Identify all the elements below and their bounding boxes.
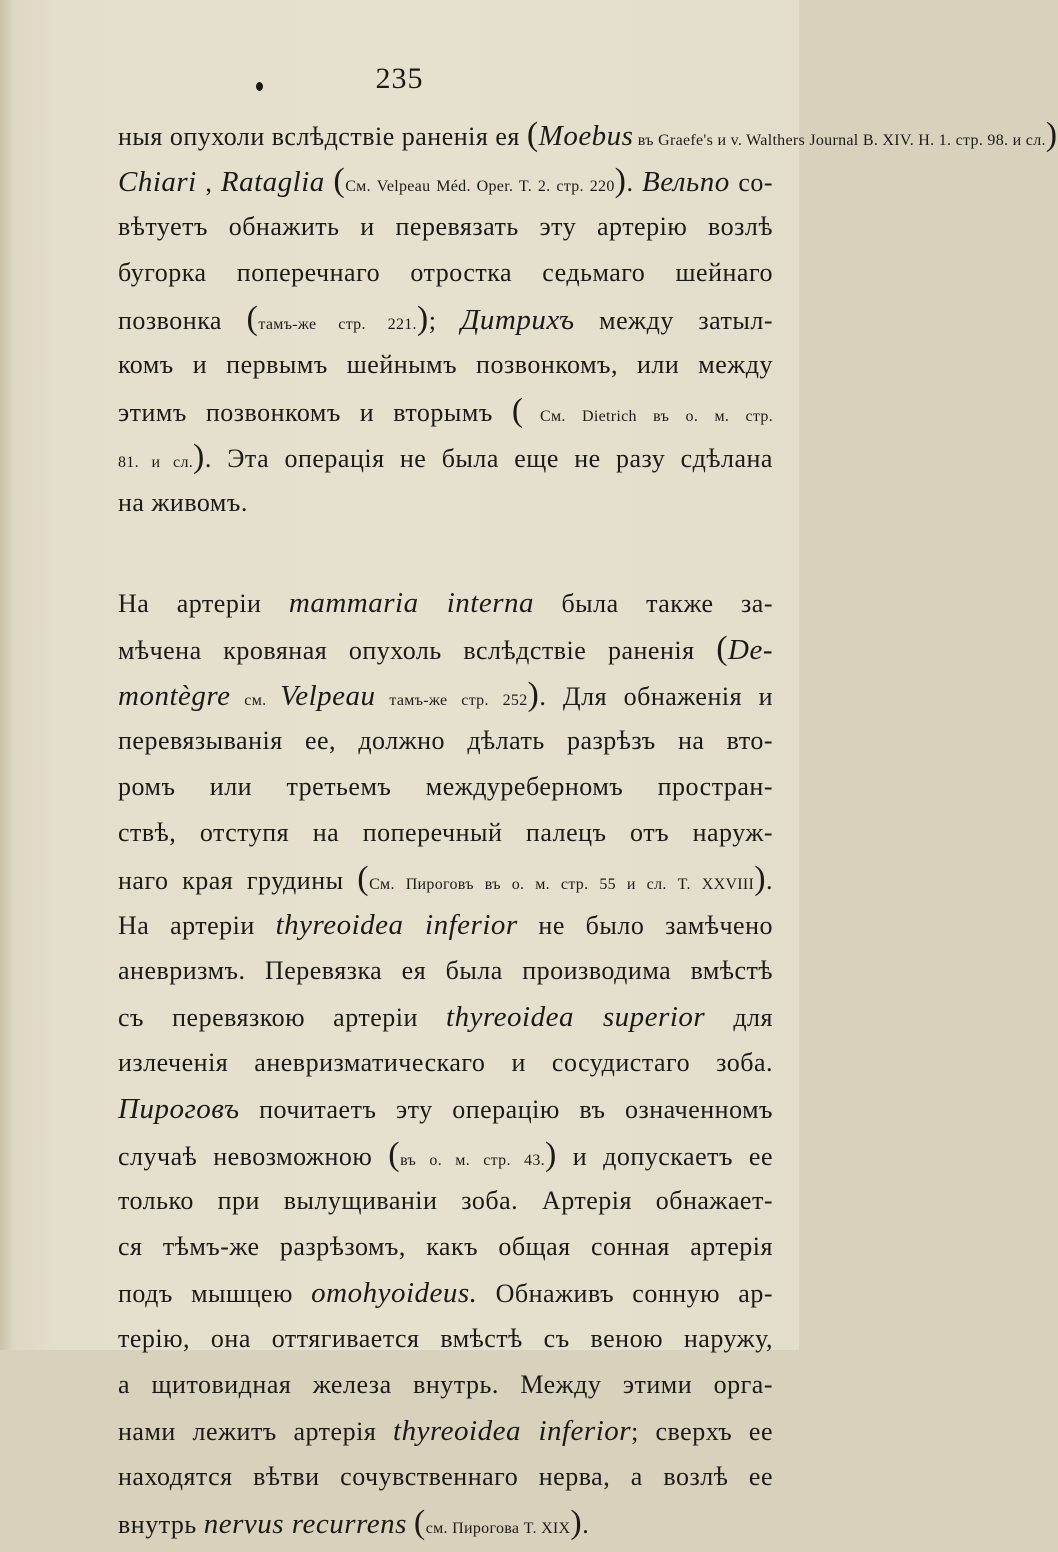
text-line — [118, 902, 773, 948]
text-line — [118, 672, 773, 718]
bracket: ( — [511, 392, 524, 429]
text-run: подъ мышцею — [118, 1279, 312, 1308]
text-run: на живомъ. — [118, 488, 248, 517]
bracket: ) — [527, 676, 540, 713]
text-line — [118, 1178, 773, 1224]
text-line — [118, 994, 773, 1040]
text-line — [118, 112, 1058, 158]
text-run: терію, она оттягивается вмѣстѣ съ веною наружу, — [118, 1324, 773, 1353]
text-line — [118, 1408, 773, 1454]
italic-term: Velpeau — [280, 680, 376, 712]
paragraph-gap — [118, 526, 773, 580]
text-run: только при вылущиваніи зоба. Артерія обнажает- — [118, 1186, 773, 1215]
bracket: ) — [754, 860, 767, 897]
citation-text: см. — [230, 692, 281, 709]
italic-term: Ratagliа — [220, 166, 325, 198]
text-run: , — [196, 168, 221, 197]
citation-text: см. Пирогова T. XIX — [425, 1520, 571, 1537]
ink-dot — [256, 82, 263, 91]
text-line — [118, 296, 773, 342]
page-number: 235 — [375, 62, 424, 95]
text-line — [118, 434, 773, 480]
citation-text: См. Dietrich въ о. м. стр. — [523, 408, 773, 425]
text-run: ; сверхъ ее — [631, 1417, 773, 1446]
text-run: наго края грудины — [118, 866, 358, 895]
text-line — [118, 388, 773, 434]
text-run: . — [766, 866, 774, 895]
text-line — [118, 342, 773, 388]
italic-term: Вельпо — [642, 166, 730, 198]
bracket: ( — [333, 162, 346, 199]
text-run: нами лежитъ артерія — [118, 1417, 394, 1446]
italic-term: Moebus — [538, 120, 634, 152]
paragraph-1 — [118, 112, 1058, 526]
text-run: а щитовидная железа внутрь. Между этими орга- — [118, 1370, 773, 1399]
text-run: комъ и первымъ шейнымъ позвонкомъ, или между — [118, 350, 773, 379]
bracket: ( — [388, 1136, 401, 1173]
text-line — [118, 1086, 773, 1132]
bracket: ) — [614, 162, 627, 199]
italic-term: Дитрихъ — [460, 304, 575, 336]
italic-term: De- — [728, 634, 773, 666]
text-run: съ перевязкою артеріи — [118, 1003, 447, 1032]
text-line — [118, 856, 773, 902]
bracket: ( — [246, 300, 259, 337]
text-run: находятся вѣтви сочувственнаго нерва, а возлѣ ее — [118, 1462, 773, 1491]
citation-text: См. Velpeau Méd. Oper. T. 2. стр. 220 — [345, 178, 615, 195]
text-run: между затыл- — [574, 306, 774, 335]
text-run: со- — [729, 168, 774, 197]
text-run: ; — [428, 306, 461, 335]
text-line — [118, 810, 773, 856]
italic-term: thyreoidea inferior — [393, 1415, 632, 1447]
italic-term: omohyoideus. — [311, 1277, 478, 1309]
text-run: позвонка — [118, 306, 247, 335]
bracket: ( — [413, 1504, 426, 1541]
text-run: ствѣ, отступя на поперечный палецъ отъ наруж- — [118, 818, 773, 847]
italic-term: Пироговъ — [118, 1093, 240, 1125]
text-line — [118, 1132, 773, 1178]
body-text — [118, 112, 1058, 1546]
text-run: и допускаетъ ее — [556, 1142, 773, 1171]
italic-term: montègre — [118, 680, 231, 712]
text-run: На артеріи — [118, 911, 276, 940]
text-run: была также за- — [534, 589, 773, 618]
paragraph-2 — [118, 580, 773, 1546]
citation-text: тамъ-же стр. 252 — [375, 692, 528, 709]
text-run: Обнаживъ сонную ар- — [477, 1279, 773, 1308]
text-run: излеченія аневризматическаго и сосудистаго зоба. — [118, 1048, 773, 1077]
bracket: ) — [193, 438, 205, 475]
text-run: аневризмъ. Перевязка ея была производима вмѣстѣ — [118, 956, 773, 985]
italic-term: Chiari — [118, 166, 197, 198]
text-run: почитаетъ эту операцію въ означенномъ — [239, 1095, 773, 1124]
citation-text: 81. и сл. — [118, 454, 194, 471]
text-run: случаѣ невозможною — [118, 1142, 389, 1171]
bracket: ( — [716, 630, 729, 667]
text-line — [118, 480, 773, 526]
italic-term: thyreoidea superior — [446, 1001, 706, 1033]
bracket: ) — [416, 300, 429, 337]
text-line — [118, 204, 773, 250]
text-run: На артеріи — [118, 589, 289, 618]
text-line — [118, 626, 773, 672]
text-line — [118, 1224, 773, 1270]
text-run: перевязыванія ее, должно дѣлать разрѣзъ на вто- — [118, 726, 773, 755]
text-run: . Для обнаженія и — [539, 682, 773, 711]
text-run: бугорка поперечнаго отростка седьмаго шейнаго — [118, 258, 773, 287]
bracket: ) — [1045, 116, 1058, 153]
italic-term: nervus recurrens — [203, 1508, 407, 1540]
text-line — [118, 1270, 773, 1316]
italic-term: thyreoidea inferior — [275, 909, 518, 941]
text-line — [118, 158, 773, 204]
citation-text: въ о. м. стр. 43. — [400, 1152, 545, 1169]
text-run: для — [705, 1003, 773, 1032]
bracket: ( — [357, 860, 370, 897]
text-run: внутрь — [118, 1510, 204, 1539]
bracket: ) — [544, 1136, 557, 1173]
text-line — [118, 250, 773, 296]
citation-text: тамъ-же стр. 221. — [258, 316, 417, 333]
text-line — [118, 1040, 773, 1086]
text-line — [118, 580, 773, 626]
text-line — [118, 764, 773, 810]
text-run: вѣтуетъ обнажить и перевязать эту артерію возлѣ — [118, 212, 773, 241]
text-run: не было замѣчено — [517, 911, 773, 940]
citation-text: См. Пироговъ въ о. м. стр. 55 и сл. T. XXVIII — [369, 876, 755, 893]
citation-text: въ Graefe's и v. Walthers Journal B. XIV. H. 1. стр. 98. и сл. — [633, 132, 1046, 149]
text-run — [407, 1510, 414, 1539]
text-run: ся тѣмъ-же разрѣзомъ, какъ общая сонная артерія — [118, 1232, 773, 1261]
text-line — [118, 948, 773, 994]
text-line — [118, 1362, 773, 1408]
italic-term: mammaria interna — [288, 587, 535, 619]
text-line — [118, 1454, 773, 1500]
text-line — [118, 718, 773, 764]
text-run: этимъ позвонкомъ и вторымъ — [118, 398, 512, 427]
text-run: . — [582, 1510, 590, 1539]
text-run: мѣчена кровяная опухоль вслѣдствіе раненія — [118, 636, 717, 665]
text-run: ныя опухоли вслѣдствіе раненія ея — [118, 122, 527, 151]
bracket: ) — [570, 1504, 583, 1541]
text-run: . Эта операція не была еще не разу сдѣлана — [204, 444, 773, 473]
text-line — [118, 1500, 773, 1546]
text-run: ромъ или третьемъ междуреберномъ простран- — [118, 772, 773, 801]
text-run: . — [626, 168, 643, 197]
bracket: ( — [526, 116, 539, 153]
text-line — [118, 1316, 773, 1362]
